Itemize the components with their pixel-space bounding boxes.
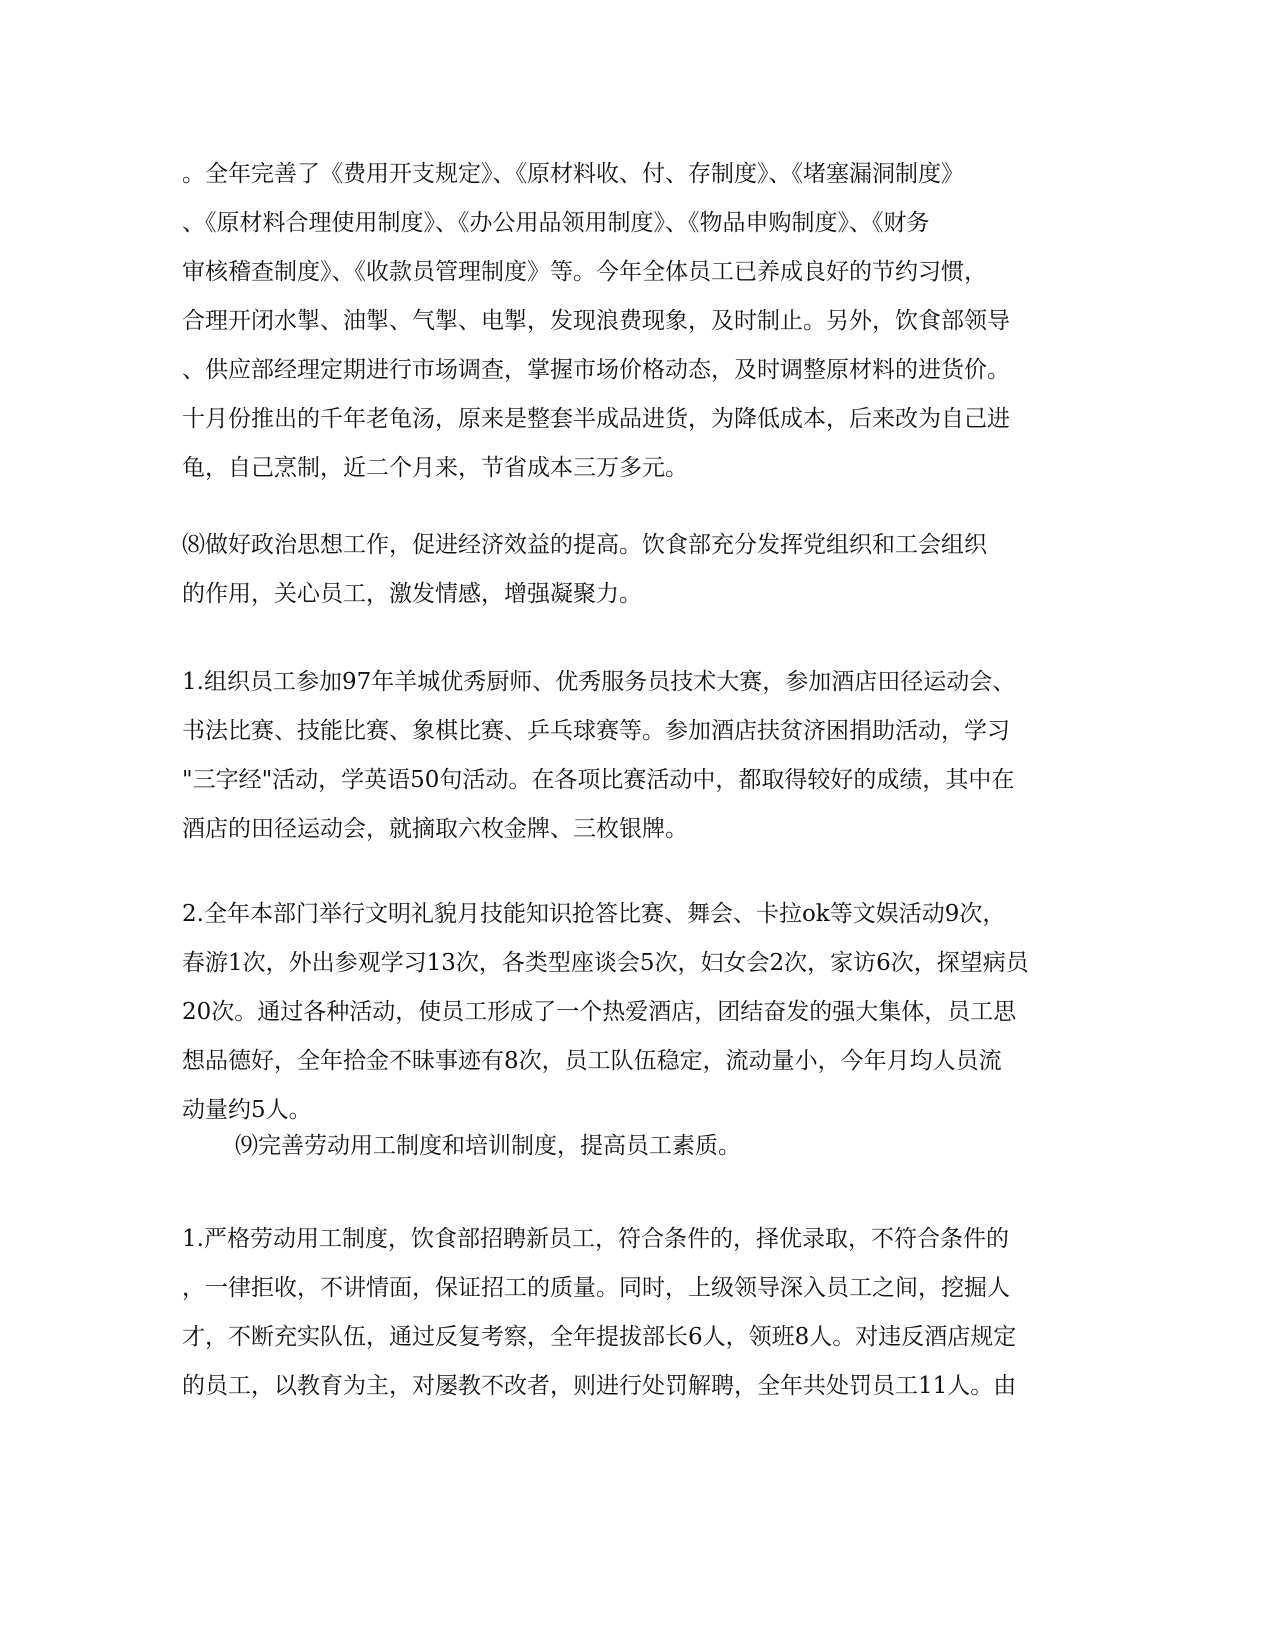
text-line: ，一律拒收，不讲情面，保证招工的质量。同时，上级领导深入员工之间，挖掘人 xyxy=(182,1275,1010,1301)
text-line: "三字经"活动，学英语50句活动。在各项比赛活动中，都取得较好的成绩，其中在 xyxy=(182,767,1015,793)
text-line: ⑼完善劳动用工制度和培训制度，提高员工素质。 xyxy=(235,1133,741,1159)
text-line: 1.组织员工参加97年羊城优秀厨师、优秀服务员技术大赛，参加酒店田径运动会、 xyxy=(182,669,1016,695)
paragraph-item-9-1 xyxy=(182,1215,1082,1411)
text-line: 2.全年本部门举行文明礼貌月技能知识抢答比赛、舞会、卡拉ok等文娱活动9次， xyxy=(182,901,1006,927)
paragraph-item-9 xyxy=(182,1122,1082,1171)
text-line: 20次。通过各种活动，使员工形成了一个热爱酒店，团结奋发的强大集体，员工思 xyxy=(182,999,1017,1025)
text-line: 、供应部经理定期进行市场调查，掌握市场价格动态，及时调整原材料的进货价。 xyxy=(182,357,1010,383)
text-line: 的作用，关心员工，激发情感，增强凝聚力。 xyxy=(182,581,642,607)
text-line: 龟，自己烹制，近二个月来，节省成本三万多元。 xyxy=(182,455,688,481)
text-line: 才，不断充实队伍，通过反复考察，全年提拔部长6人，领班8人。对违反酒店规定 xyxy=(182,1324,1017,1350)
paragraph-cost-control xyxy=(182,150,1082,493)
paragraph-item-8 xyxy=(182,521,1082,619)
text-line: 的员工，以教育为主，对屡教不改者，则进行处罚解聘，全年共处罚员工11人。由 xyxy=(182,1373,1017,1399)
text-line: 十月份推出的千年老龟汤，原来是整套半成品进货，为降低成本，后来改为自己进 xyxy=(182,406,1010,432)
text-line: 审核稽查制度》、《收款员管理制度》等。今年全体员工已养成良好的节约习惯， xyxy=(182,259,987,285)
text-line: 酒店的田径运动会，就摘取六枚金牌、三枚银牌。 xyxy=(182,816,688,842)
text-line: 合理开闭水掣、油掣、气掣、电掣，发现浪费现象，及时制止。另外，饮食部领导 xyxy=(182,308,1010,334)
text-line: 、《原材料合理使用制度》、《办公用品领用制度》、《物品申购制度》、《财务 xyxy=(182,210,930,236)
text-line: ⑻做好政治思想工作，促进经济效益的提高。饮食部充分发挥党组织和工会组织 xyxy=(182,532,987,558)
paragraph-item-8-2 xyxy=(182,890,1082,1135)
text-line: 书法比赛、技能比赛、象棋比赛、乒乓球赛等。参加酒店扶贫济困捐助活动，学习 xyxy=(182,718,1010,744)
paragraph-item-8-1 xyxy=(182,658,1082,854)
text-line: 1.严格劳动用工制度，饮食部招聘新员工，符合条件的，择优录取，不符合条件的 xyxy=(182,1226,1009,1252)
text-line: 动量约5人。 xyxy=(182,1097,312,1123)
text-line: 想品德好，全年拾金不昧事迹有8次，员工队伍稳定，流动量小，今年月均人员流 xyxy=(182,1048,1002,1074)
text-line: 。全年完善了《费用开支规定》、《原材料收、付、存制度》、《堵塞漏洞制度》 xyxy=(182,161,964,187)
text-line: 春游1次，外出参观学习13次，各类型座谈会5次，妇女会2次，家访6次，探望病员 xyxy=(182,950,1029,976)
